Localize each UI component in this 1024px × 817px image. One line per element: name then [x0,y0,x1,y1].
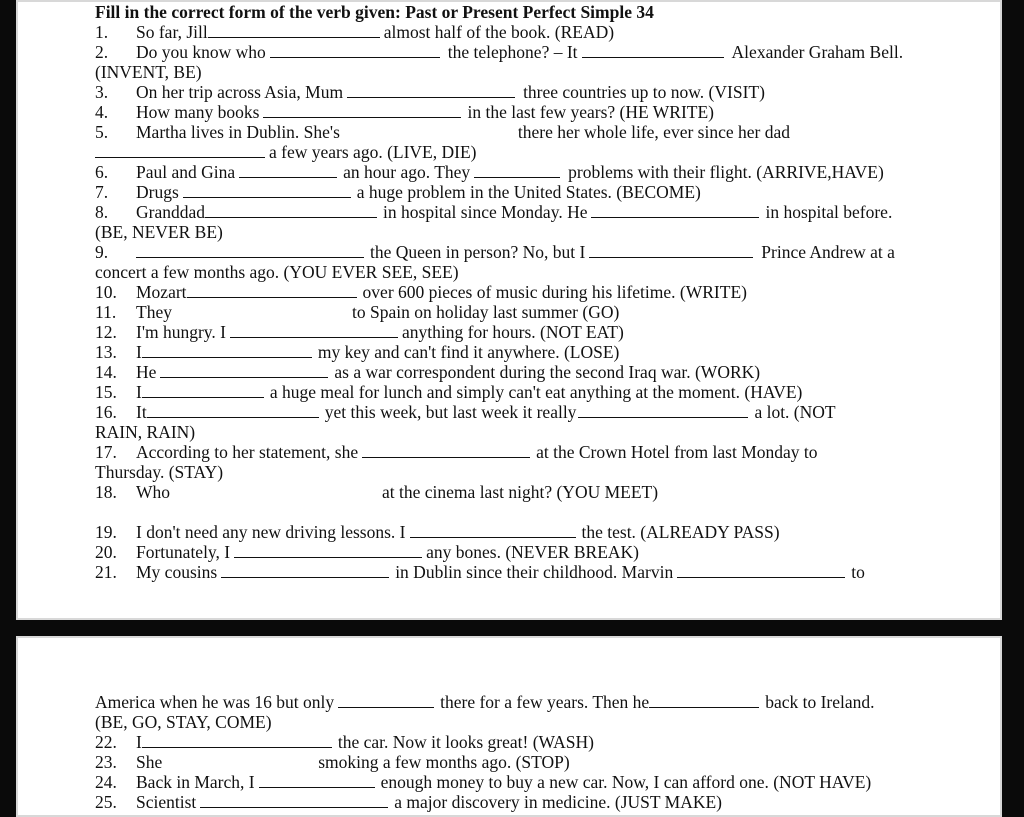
answer-blank[interactable] [270,43,440,58]
exercise-item-3 [95,82,995,102]
item-21-verbs: (BE, GO, STAY, COME) [95,712,272,732]
item-text: Scientist [136,792,197,812]
item-text: Paul and Gina [136,162,236,182]
item-text: in hospital before. [765,202,893,222]
item-text: Prince Andrew at a [761,242,895,262]
item-text: a major discovery in medicine. (JUST MAKE) [394,792,723,812]
item-number: 20. [95,542,117,562]
answer-blank[interactable] [263,103,461,118]
worksheet-page-2 [16,636,1002,817]
item-number: 3. [95,82,109,102]
exercise-item-14 [95,362,995,382]
exercise-item-1 [95,22,995,42]
item-17-continuation: Thursday. (STAY) [95,462,224,482]
item-text: a huge meal for lunch and simply can't eat anything at the moment. (HAVE) [269,382,803,402]
item-text: back to Ireland. [765,692,875,712]
answer-blank[interactable] [677,563,845,578]
answer-blank[interactable] [591,203,759,218]
item-number: 15. [95,382,117,402]
item-number: 10. [95,282,117,302]
item-5-continuation [95,142,995,162]
answer-blank[interactable] [142,343,312,358]
item-text: anything for hours. (NOT EAT) [402,322,624,342]
exercise-item-2 [95,42,995,62]
exercise-item-10 [95,282,995,302]
item-text: America when he was 16 but only [95,692,335,712]
exercise-item-16 [95,402,995,422]
item-number: 1. [95,22,109,42]
item-number: 6. [95,162,109,182]
answer-blank[interactable] [142,733,332,748]
worksheet-page-1 [16,0,1002,620]
item-number: 19. [95,522,117,542]
item-text: Do you know who [136,42,266,62]
exercise-item-9 [95,242,995,262]
item-number: 7. [95,182,109,202]
exercise-item-18 [95,482,995,502]
exercise-item-4 [95,102,995,122]
item-text: the telephone? – It [447,42,578,62]
item-text: enough money to buy a new car. Now, I can afford one. (NOT HAVE) [380,772,872,792]
item-text: I [136,732,142,752]
item-text: Fortunately, I [136,542,231,562]
answer-blank[interactable] [578,403,748,418]
item-text: Mozart [136,282,187,302]
exercise-item-6 [95,162,995,182]
exercise-item-5 [95,122,995,142]
item-text: My cousins [136,562,218,582]
item-text: there for a few years. Then he [440,692,650,712]
exercise-item-25 [95,792,995,812]
item-number: 18. [95,482,117,502]
item-text: in Dublin since their childhood. Marvin [395,562,674,582]
item-text: any bones. (NEVER BREAK) [426,542,640,562]
item-text: Martha lives in Dublin. She's [136,122,340,142]
answer-blank[interactable] [208,23,380,38]
answer-blank[interactable] [474,163,560,178]
item-number: 17. [95,442,117,462]
exercise-item-13 [95,342,995,362]
item-text: the car. Now it looks great! (WASH) [337,732,594,752]
answer-blank[interactable] [234,543,422,558]
item-text: over 600 pieces of music during his lifetime. (WRITE) [362,282,747,302]
item-text: She [136,752,163,772]
item-text: the test. (ALREADY PASS) [581,522,780,542]
item-9-continuation: concert a few months ago. (YOU EVER SEE, SEE) [95,262,459,282]
answer-blank[interactable] [410,523,576,538]
item-text: He [136,362,157,382]
item-number: 25. [95,792,117,812]
item-text: I don't need any new driving lessons. I [136,522,406,542]
item-number: 8. [95,202,109,222]
item-text: at the Crown Hotel from last Monday to [536,442,818,462]
item-text: I [136,382,142,402]
item-text: the Queen in person? No, but I [370,242,586,262]
item-text: in hospital since Monday. He [383,202,588,222]
answer-blank[interactable] [259,773,375,788]
item-8-continuation: (BE, NEVER BE) [95,222,223,242]
item-text: a huge problem in the United States. (BECOME) [356,182,701,202]
exercise-item-22 [95,732,995,752]
item-number: 24. [95,772,117,792]
item-number: 5. [95,122,109,142]
item-number: 2. [95,42,109,62]
item-number: 16. [95,402,117,422]
item-number: 13. [95,342,117,362]
item-text: They [136,302,172,322]
item-text: to Spain on holiday last summer (GO) [351,302,620,322]
answer-blank[interactable] [200,793,388,808]
answer-blank[interactable] [95,143,265,158]
item-text: Who [136,482,171,502]
item-21-continuation [95,692,995,712]
item-2-continuation: (INVENT, BE) [95,62,202,82]
exercise-item-21 [95,562,995,582]
worksheet-title: Fill in the correct form of the verb given: Past or Present Perfect Simple 34 [95,2,654,22]
exercise-item-15 [95,382,995,402]
item-text: Alexander Graham Bell. [731,42,904,62]
exercise-item-11 [95,302,995,322]
item-text: Drugs [136,182,179,202]
item-text: On her trip across Asia, Mum [136,82,344,102]
answer-blank[interactable] [347,83,515,98]
item-text: yet this week, but last week it really [324,402,577,422]
item-text: I'm hungry. I [136,322,226,342]
answer-blank[interactable] [205,203,377,218]
answer-blank[interactable] [649,693,759,708]
item-text: at the cinema last night? (YOU MEET) [382,482,659,502]
exercise-item-7 [95,182,995,202]
item-number: 12. [95,322,117,342]
item-number: 14. [95,362,117,382]
answer-blank[interactable] [239,163,337,178]
item-number: 11. [95,302,117,322]
exercise-item-8 [95,202,995,222]
item-text: there her whole life, ever since her dad [517,122,790,142]
answer-blank[interactable] [147,403,319,418]
item-number: 4. [95,102,109,122]
item-text: three countries up to now. (VISIT) [523,82,765,102]
item-text: So far, Jill [136,22,208,42]
exercise-item-19 [95,522,995,542]
item-text: Granddad [136,202,206,222]
item-text: almost half of the book. (READ) [383,22,615,42]
answer-blank[interactable] [136,243,364,258]
item-text: in the last few years? (HE WRITE) [467,102,714,122]
answer-blank[interactable] [338,693,434,708]
item-text: my key and can't find it anywhere. (LOSE) [317,342,620,362]
answer-blank[interactable] [160,363,328,378]
item-text: to [851,562,865,582]
exercise-item-20 [95,542,995,562]
item-16-continuation: RAIN, RAIN) [95,422,196,442]
item-number: 22. [95,732,117,752]
answer-blank[interactable] [582,43,724,58]
item-text: a few years ago. (LIVE, DIE) [269,142,477,162]
exercise-item-23 [95,752,995,772]
item-number: 21. [95,562,117,582]
exercise-item-17 [95,442,995,462]
answer-blank[interactable] [589,243,753,258]
item-text: smoking a few months ago. (STOP) [318,752,570,772]
item-text: an hour ago. They [343,162,471,182]
item-text: How many books [136,102,260,122]
exercise-item-24 [95,772,995,792]
answer-blank[interactable] [187,283,357,298]
answer-blank[interactable] [230,323,398,338]
answer-blank[interactable] [142,383,264,398]
item-text: a lot. (NOT [754,402,836,422]
item-number: 23. [95,752,117,772]
answer-blank[interactable] [362,443,530,458]
item-text: as a war correspondent during the second Iraq war. (WORK) [334,362,761,382]
item-text: Back in March, I [136,772,255,792]
answer-blank[interactable] [183,183,351,198]
answer-blank[interactable] [221,563,389,578]
exercise-item-12 [95,322,995,342]
item-text: According to her statement, she [136,442,359,462]
item-number: 9. [95,242,109,262]
item-text: problems with their flight. (ARRIVE,HAVE) [568,162,884,182]
item-text: It [136,402,147,422]
item-text: I [136,342,142,362]
